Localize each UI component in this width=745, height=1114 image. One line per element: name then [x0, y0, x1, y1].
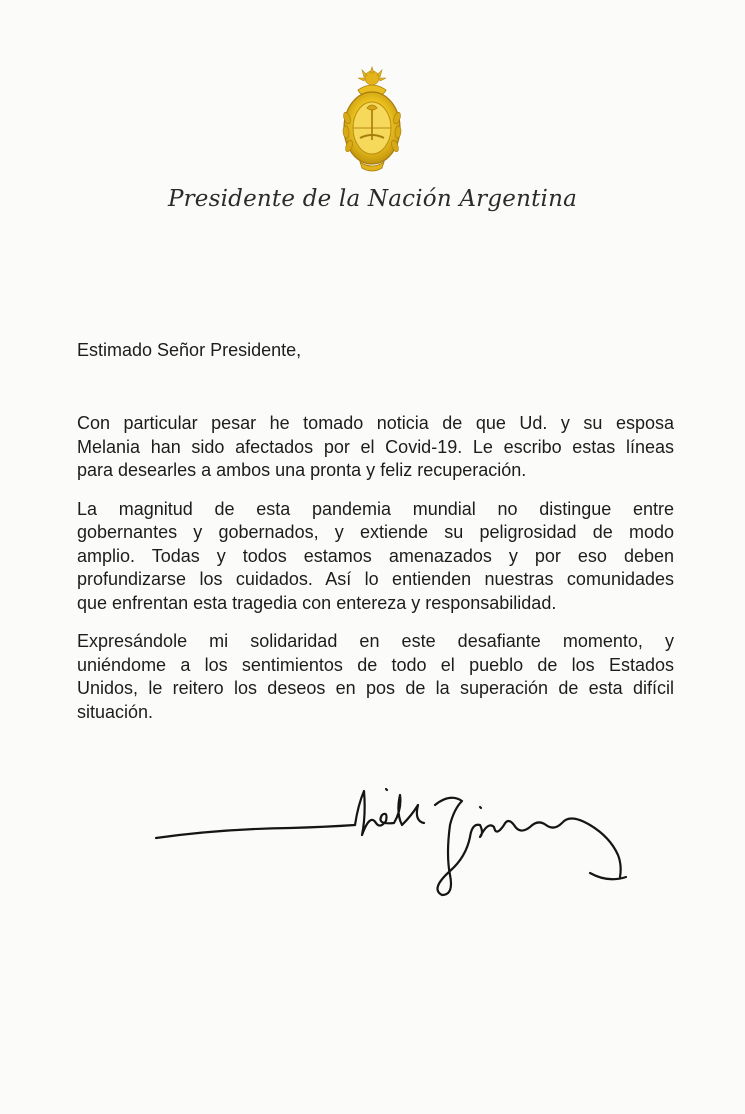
text-line: gobernantes y gobernados, y extiende su peligrosidad de modo: [77, 522, 674, 542]
paragraph: [77, 498, 674, 616]
text-line: Expresándole mi solidaridad en este desafiante momento, y: [77, 631, 674, 651]
text-line: para desearles a ambos una pronta y feliz recuperación.: [77, 460, 527, 480]
text-line: Unidos, le reitero los deseos en pos de la superación de esta difícil: [77, 678, 674, 698]
paragraph: [77, 412, 674, 483]
text-line: Melania han sido afectados por el Covid-19. Le escribo estas líneas: [77, 436, 674, 457]
paragraph: [77, 630, 674, 724]
text-line: Con particular pesar he tomado noticia de que Ud. y su esposa: [77, 413, 674, 433]
text-line: amplio. Todas y todos estamos amenazados y por eso deben: [77, 545, 674, 566]
coat-of-arms-icon: [338, 66, 406, 174]
text-line: que enfrentan esta tragedia con entereza y responsabilidad.: [77, 592, 557, 613]
text-line: profundizarse los cuidados. Así lo entienden nuestras comunidades: [77, 569, 674, 589]
salutation: Estimado Señor Presidente,: [77, 340, 302, 360]
letter-body: [77, 412, 674, 724]
handwritten-signature: [150, 765, 650, 915]
letterhead-title: Presidente de la Nación Argentina: [167, 186, 578, 212]
text-line: La magnitud de esta pandemia mundial no distingue entre: [77, 498, 674, 519]
text-line: uniéndome a los sentimientos de todo el pueblo de los Estados: [77, 654, 674, 675]
text-line: situación.: [77, 701, 154, 722]
